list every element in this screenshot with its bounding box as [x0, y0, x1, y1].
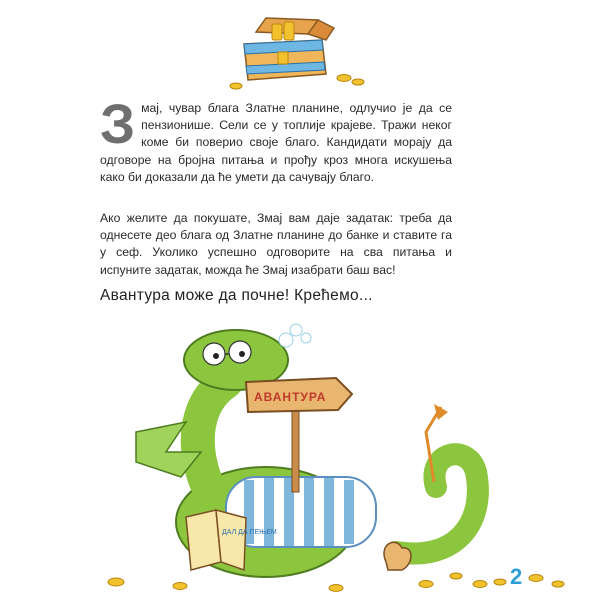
adventure-headline: Авантура може да почне! Крећемо...	[100, 287, 373, 304]
sign-label: АВАНТУРА	[254, 390, 327, 404]
intro-paragraph	[100, 92, 452, 186]
book-label: ДАЛ ДА ПЕЊЕМ	[222, 529, 277, 536]
drop-cap: З	[100, 92, 136, 155]
task-paragraph: Ако желите да покушате, Змај вам даје задатак: треба да однесете део блага од Златне планине до банке и ставите га у сеф. Уколико успешно одговорите на сва питања и испуните задатак, можда ће Змај изабрати баш вас!	[100, 211, 452, 277]
treasure-chest-illustration	[226, 10, 376, 90]
intro-text: мај, чувар блага Златне планине, одлучио је да се пензионише. Сели се у топлије крајеве. Тражи неког коме би поверио своје благо. Кандидати морају да одговоре на бројна питања и прођу кроз многа искушења како би доказали да ће умети да сачувају благо.	[100, 101, 452, 184]
dragon-illustration	[96, 312, 576, 596]
page-number: 2	[510, 564, 523, 589]
